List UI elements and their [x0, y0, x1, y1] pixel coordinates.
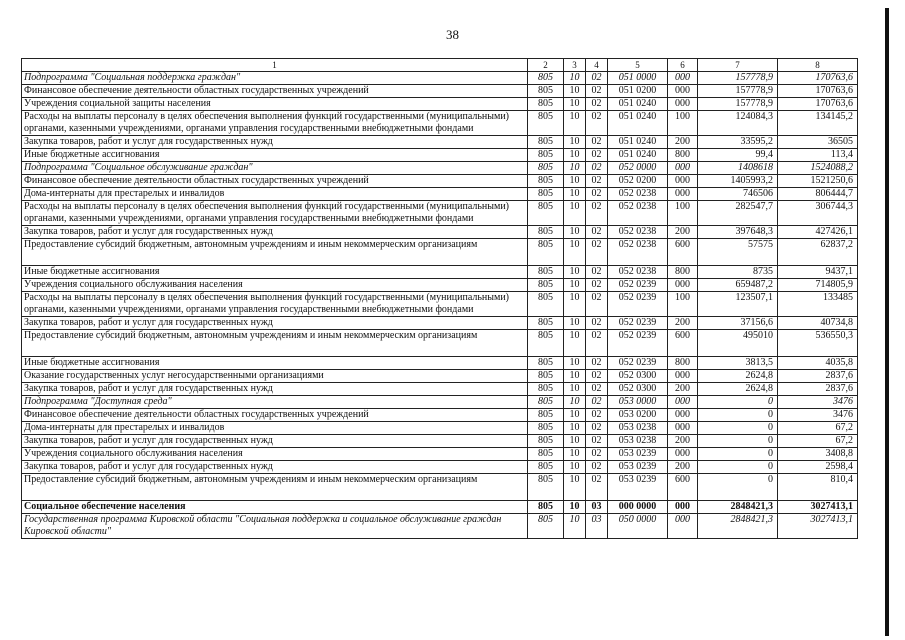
- subsection-code: 02: [586, 383, 608, 396]
- table-row: [22, 448, 858, 461]
- target-article-code: 052 0000: [608, 162, 668, 175]
- expense-type-code: 000: [668, 85, 698, 98]
- expense-type-code: 200: [668, 136, 698, 149]
- amount-col-8: 427426,1: [778, 226, 858, 239]
- subsection-code: 02: [586, 435, 608, 448]
- target-article-code: 052 0239: [608, 292, 668, 317]
- table-row: [22, 357, 858, 370]
- subsection-code: 02: [586, 162, 608, 175]
- subsection-code: 02: [586, 279, 608, 292]
- amount-col-7: 157778,9: [698, 98, 778, 111]
- amount-col-7: 746506: [698, 188, 778, 201]
- amount-col-8: 806444,7: [778, 188, 858, 201]
- ministry-code: 805: [528, 162, 564, 175]
- amount-col-7: 37156,6: [698, 317, 778, 330]
- expense-type-code: 200: [668, 461, 698, 474]
- table-row: [22, 370, 858, 383]
- column-number: 2: [528, 59, 564, 72]
- row-name: Закупка товаров, работ и услуг для государственных нужд: [22, 226, 528, 239]
- section-code: 10: [564, 149, 586, 162]
- row-name: Подпрограмма "Социальное обслуживание граждан": [22, 162, 528, 175]
- table-row: [22, 292, 858, 317]
- section-code: 10: [564, 292, 586, 317]
- section-code: 10: [564, 448, 586, 461]
- row-name: Иные бюджетные ассигнования: [22, 357, 528, 370]
- amount-col-8: 2598,4: [778, 461, 858, 474]
- section-code: 10: [564, 317, 586, 330]
- target-article-code: 050 0000: [608, 514, 668, 539]
- table-row: [22, 239, 858, 266]
- subsection-code: 02: [586, 136, 608, 149]
- amount-col-7: 57575: [698, 239, 778, 266]
- expense-type-code: 100: [668, 111, 698, 136]
- target-article-code: 052 0239: [608, 330, 668, 357]
- ministry-code: 805: [528, 422, 564, 435]
- column-number-row: [22, 59, 858, 72]
- table-row: [22, 98, 858, 111]
- amount-col-8: 3027413,1: [778, 514, 858, 539]
- table-row: [22, 149, 858, 162]
- expense-type-code: 000: [668, 188, 698, 201]
- table-row: [22, 279, 858, 292]
- row-name: Финансовое обеспечение деятельности областных государственных учреждений: [22, 85, 528, 98]
- subsection-code: 02: [586, 239, 608, 266]
- section-code: 10: [564, 330, 586, 357]
- ministry-code: 805: [528, 474, 564, 501]
- amount-col-7: 123507,1: [698, 292, 778, 317]
- amount-col-7: 8735: [698, 266, 778, 279]
- section-code: 10: [564, 357, 586, 370]
- amount-col-8: 170763,6: [778, 85, 858, 98]
- target-article-code: 052 0239: [608, 279, 668, 292]
- section-code: 10: [564, 175, 586, 188]
- ministry-code: 805: [528, 239, 564, 266]
- ministry-code: 805: [528, 357, 564, 370]
- ministry-code: 805: [528, 501, 564, 514]
- subsection-code: 03: [586, 501, 608, 514]
- table-row: [22, 330, 858, 357]
- amount-col-8: 134145,2: [778, 111, 858, 136]
- row-name: Расходы на выплаты персоналу в целях обеспечения выполнения функций государственными (муниципальными) органами, казенными учреждениями, органами управления государственными внебюджетными фондами: [22, 201, 528, 226]
- amount-col-7: 1405993,2: [698, 175, 778, 188]
- section-code: 10: [564, 279, 586, 292]
- amount-col-7: 157778,9: [698, 85, 778, 98]
- amount-col-8: 4035,8: [778, 357, 858, 370]
- section-code: 10: [564, 514, 586, 539]
- amount-col-8: 62837,2: [778, 239, 858, 266]
- ministry-code: 805: [528, 317, 564, 330]
- column-number: 4: [586, 59, 608, 72]
- section-code: 10: [564, 266, 586, 279]
- table-body: [22, 59, 858, 539]
- amount-col-7: 282547,7: [698, 201, 778, 226]
- section-code: 10: [564, 474, 586, 501]
- page-number: 38: [446, 27, 459, 42]
- amount-col-8: 3408,8: [778, 448, 858, 461]
- ministry-code: 805: [528, 85, 564, 98]
- amount-col-8: 3476: [778, 409, 858, 422]
- amount-col-8: 2837,6: [778, 383, 858, 396]
- row-name: Социальное обеспечение населения: [22, 501, 528, 514]
- section-code: 10: [564, 111, 586, 136]
- target-article-code: 052 0238: [608, 266, 668, 279]
- section-code: 10: [564, 98, 586, 111]
- amount-col-7: 0: [698, 396, 778, 409]
- row-name: Подпрограмма "Социальная поддержка граждан": [22, 72, 528, 85]
- ministry-code: 805: [528, 448, 564, 461]
- target-article-code: 053 0238: [608, 422, 668, 435]
- ministry-code: 805: [528, 266, 564, 279]
- expense-type-code: 200: [668, 317, 698, 330]
- amount-col-7: 0: [698, 435, 778, 448]
- subsection-code: 02: [586, 72, 608, 85]
- section-code: 10: [564, 162, 586, 175]
- subsection-code: 03: [586, 514, 608, 539]
- expense-type-code: 000: [668, 501, 698, 514]
- target-article-code: 051 0000: [608, 72, 668, 85]
- amount-col-7: 0: [698, 474, 778, 501]
- ministry-code: 805: [528, 396, 564, 409]
- table-row: [22, 136, 858, 149]
- row-name: Закупка товаров, работ и услуг для государственных нужд: [22, 136, 528, 149]
- table-row: [22, 201, 858, 226]
- target-article-code: 051 0240: [608, 111, 668, 136]
- table-row: [22, 501, 858, 514]
- target-article-code: 051 0240: [608, 149, 668, 162]
- row-name: Расходы на выплаты персоналу в целях обеспечения выполнения функций государственными (муниципальными) органами, казенными учреждениями, органами управления государственными внебюджетными фондами: [22, 111, 528, 136]
- ministry-code: 805: [528, 72, 564, 85]
- section-code: 10: [564, 72, 586, 85]
- subsection-code: 02: [586, 226, 608, 239]
- table-row: [22, 383, 858, 396]
- ministry-code: 805: [528, 111, 564, 136]
- amount-col-8: 3027413,1: [778, 501, 858, 514]
- section-code: 10: [564, 501, 586, 514]
- target-article-code: 052 0238: [608, 239, 668, 266]
- amount-col-7: 3813,5: [698, 357, 778, 370]
- ministry-code: 805: [528, 226, 564, 239]
- expense-type-code: 000: [668, 162, 698, 175]
- subsection-code: 02: [586, 396, 608, 409]
- subsection-code: 02: [586, 85, 608, 98]
- target-article-code: 051 0200: [608, 85, 668, 98]
- amount-col-7: 157778,9: [698, 72, 778, 85]
- amount-col-8: 9437,1: [778, 266, 858, 279]
- ministry-code: 805: [528, 292, 564, 317]
- expense-type-code: 600: [668, 330, 698, 357]
- expense-type-code: 000: [668, 514, 698, 539]
- row-name: Учреждения социального обслуживания населения: [22, 448, 528, 461]
- amount-col-7: 0: [698, 448, 778, 461]
- expense-type-code: 000: [668, 422, 698, 435]
- target-article-code: 053 0239: [608, 474, 668, 501]
- subsection-code: 02: [586, 448, 608, 461]
- target-article-code: 052 0200: [608, 175, 668, 188]
- amount-col-8: 40734,8: [778, 317, 858, 330]
- expense-type-code: 600: [668, 239, 698, 266]
- subsection-code: 02: [586, 422, 608, 435]
- expense-type-code: 100: [668, 201, 698, 226]
- row-name: Финансовое обеспечение деятельности областных государственных учреждений: [22, 409, 528, 422]
- section-code: 10: [564, 396, 586, 409]
- subsection-code: 02: [586, 370, 608, 383]
- amount-col-7: 124084,3: [698, 111, 778, 136]
- subsection-code: 02: [586, 292, 608, 317]
- amount-col-8: 306744,3: [778, 201, 858, 226]
- amount-col-8: 714805,9: [778, 279, 858, 292]
- expense-type-code: 600: [668, 474, 698, 501]
- row-name: Предоставление субсидий бюджетным, автономным учреждениям и иным некоммерческим организациям: [22, 474, 528, 501]
- row-name: Иные бюджетные ассигнования: [22, 266, 528, 279]
- expense-type-code: 000: [668, 409, 698, 422]
- amount-col-7: 2624,8: [698, 383, 778, 396]
- subsection-code: 02: [586, 201, 608, 226]
- ministry-code: 805: [528, 435, 564, 448]
- target-article-code: 052 0238: [608, 226, 668, 239]
- amount-col-8: 3476: [778, 396, 858, 409]
- target-article-code: 053 0238: [608, 435, 668, 448]
- subsection-code: 02: [586, 188, 608, 201]
- target-article-code: 051 0240: [608, 98, 668, 111]
- subsection-code: 02: [586, 98, 608, 111]
- subsection-code: 02: [586, 149, 608, 162]
- amount-col-8: 1521250,6: [778, 175, 858, 188]
- amount-col-7: 397648,3: [698, 226, 778, 239]
- expense-type-code: 800: [668, 149, 698, 162]
- ministry-code: 805: [528, 514, 564, 539]
- amount-col-8: 36505: [778, 136, 858, 149]
- amount-col-8: 1524088,2: [778, 162, 858, 175]
- expense-type-code: 000: [668, 370, 698, 383]
- amount-col-8: 133485: [778, 292, 858, 317]
- ministry-code: 805: [528, 136, 564, 149]
- section-code: 10: [564, 370, 586, 383]
- section-code: 10: [564, 422, 586, 435]
- target-article-code: 052 0300: [608, 370, 668, 383]
- section-code: 10: [564, 188, 586, 201]
- table-row: [22, 435, 858, 448]
- table-row: [22, 175, 858, 188]
- row-name: Финансовое обеспечение деятельности областных государственных учреждений: [22, 175, 528, 188]
- ministry-code: 805: [528, 175, 564, 188]
- amount-col-7: 0: [698, 422, 778, 435]
- target-article-code: 053 0239: [608, 461, 668, 474]
- table-row: [22, 72, 858, 85]
- scan-edge-bar: [885, 8, 889, 636]
- target-article-code: 052 0238: [608, 201, 668, 226]
- subsection-code: 02: [586, 266, 608, 279]
- amount-col-8: 2837,6: [778, 370, 858, 383]
- amount-col-7: 2624,8: [698, 370, 778, 383]
- table-row: [22, 461, 858, 474]
- amount-col-7: 495010: [698, 330, 778, 357]
- expense-type-code: 200: [668, 226, 698, 239]
- column-number: 3: [564, 59, 586, 72]
- row-name: Закупка товаров, работ и услуг для государственных нужд: [22, 383, 528, 396]
- target-article-code: 053 0000: [608, 396, 668, 409]
- table-row: [22, 111, 858, 136]
- subsection-code: 02: [586, 175, 608, 188]
- expense-type-code: 200: [668, 383, 698, 396]
- column-number: 5: [608, 59, 668, 72]
- row-name: Закупка товаров, работ и услуг для государственных нужд: [22, 435, 528, 448]
- row-name: Государственная программа Кировской области "Социальная поддержка и социальное обслуживание граждан Кировской области": [22, 514, 528, 539]
- subsection-code: 02: [586, 461, 608, 474]
- table-row: [22, 474, 858, 501]
- ministry-code: 805: [528, 370, 564, 383]
- amount-col-7: 0: [698, 409, 778, 422]
- row-name: Расходы на выплаты персоналу в целях обеспечения выполнения функций государственными (муниципальными) органами, казенными учреждениями, органами управления государственными внебюджетными фондами: [22, 292, 528, 317]
- subsection-code: 02: [586, 474, 608, 501]
- column-number: 8: [778, 59, 858, 72]
- table-row: [22, 396, 858, 409]
- amount-col-7: 33595,2: [698, 136, 778, 149]
- amount-col-8: 810,4: [778, 474, 858, 501]
- expense-type-code: 000: [668, 396, 698, 409]
- row-name: Подпрограмма "Доступная среда": [22, 396, 528, 409]
- target-article-code: 000 0000: [608, 501, 668, 514]
- table-row: [22, 162, 858, 175]
- table-row: [22, 85, 858, 98]
- budget-table: [21, 58, 858, 539]
- table-row: [22, 317, 858, 330]
- column-number: 1: [22, 59, 528, 72]
- amount-col-7: 0: [698, 461, 778, 474]
- ministry-code: 805: [528, 461, 564, 474]
- amount-col-8: 536550,3: [778, 330, 858, 357]
- expense-type-code: 000: [668, 98, 698, 111]
- table-row: [22, 409, 858, 422]
- row-name: Предоставление субсидий бюджетным, автономным учреждениям и иным некоммерческим организациям: [22, 330, 528, 357]
- subsection-code: 02: [586, 409, 608, 422]
- ministry-code: 805: [528, 383, 564, 396]
- subsection-code: 02: [586, 357, 608, 370]
- subsection-code: 02: [586, 330, 608, 357]
- table-row: [22, 188, 858, 201]
- section-code: 10: [564, 435, 586, 448]
- target-article-code: 053 0239: [608, 448, 668, 461]
- expense-type-code: 100: [668, 292, 698, 317]
- expense-type-code: 000: [668, 72, 698, 85]
- amount-col-8: 170763,6: [778, 72, 858, 85]
- amount-col-8: 170763,6: [778, 98, 858, 111]
- subsection-code: 02: [586, 317, 608, 330]
- table-row: [22, 266, 858, 279]
- expense-type-code: 000: [668, 175, 698, 188]
- section-code: 10: [564, 201, 586, 226]
- target-article-code: 052 0239: [608, 317, 668, 330]
- section-code: 10: [564, 461, 586, 474]
- amount-col-8: 113,4: [778, 149, 858, 162]
- amount-col-7: 1408618: [698, 162, 778, 175]
- expense-type-code: 800: [668, 266, 698, 279]
- table-row: [22, 422, 858, 435]
- column-number: 6: [668, 59, 698, 72]
- ministry-code: 805: [528, 98, 564, 111]
- row-name: Закупка товаров, работ и услуг для государственных нужд: [22, 317, 528, 330]
- amount-col-7: 99,4: [698, 149, 778, 162]
- table-row: [22, 226, 858, 239]
- section-code: 10: [564, 136, 586, 149]
- section-code: 10: [564, 226, 586, 239]
- row-name: Предоставление субсидий бюджетным, автономным учреждениям и иным некоммерческим организациям: [22, 239, 528, 266]
- target-article-code: 053 0200: [608, 409, 668, 422]
- ministry-code: 805: [528, 149, 564, 162]
- amount-col-8: 67,2: [778, 422, 858, 435]
- expense-type-code: 000: [668, 448, 698, 461]
- row-name: Оказание государственных услуг негосударственными организациями: [22, 370, 528, 383]
- row-name: Закупка товаров, работ и услуг для государственных нужд: [22, 461, 528, 474]
- ministry-code: 805: [528, 279, 564, 292]
- column-number: 7: [698, 59, 778, 72]
- ministry-code: 805: [528, 409, 564, 422]
- expense-type-code: 800: [668, 357, 698, 370]
- row-name: Иные бюджетные ассигнования: [22, 149, 528, 162]
- subsection-code: 02: [586, 111, 608, 136]
- row-name: Дома-интернаты для престарелых и инвалидов: [22, 188, 528, 201]
- ministry-code: 805: [528, 188, 564, 201]
- table-row: [22, 514, 858, 539]
- amount-col-7: 659487,2: [698, 279, 778, 292]
- target-article-code: 051 0240: [608, 136, 668, 149]
- ministry-code: 805: [528, 201, 564, 226]
- row-name: Учреждения социальной защиты населения: [22, 98, 528, 111]
- section-code: 10: [564, 85, 586, 98]
- target-article-code: 052 0238: [608, 188, 668, 201]
- expense-type-code: 000: [668, 279, 698, 292]
- amount-col-7: 2848421,3: [698, 514, 778, 539]
- row-name: Дома-интернаты для престарелых и инвалидов: [22, 422, 528, 435]
- section-code: 10: [564, 239, 586, 266]
- amount-col-7: 2848421,3: [698, 501, 778, 514]
- expense-type-code: 200: [668, 435, 698, 448]
- ministry-code: 805: [528, 330, 564, 357]
- target-article-code: 052 0300: [608, 383, 668, 396]
- target-article-code: 052 0239: [608, 357, 668, 370]
- section-code: 10: [564, 383, 586, 396]
- section-code: 10: [564, 409, 586, 422]
- row-name: Учреждения социального обслуживания населения: [22, 279, 528, 292]
- amount-col-8: 67,2: [778, 435, 858, 448]
